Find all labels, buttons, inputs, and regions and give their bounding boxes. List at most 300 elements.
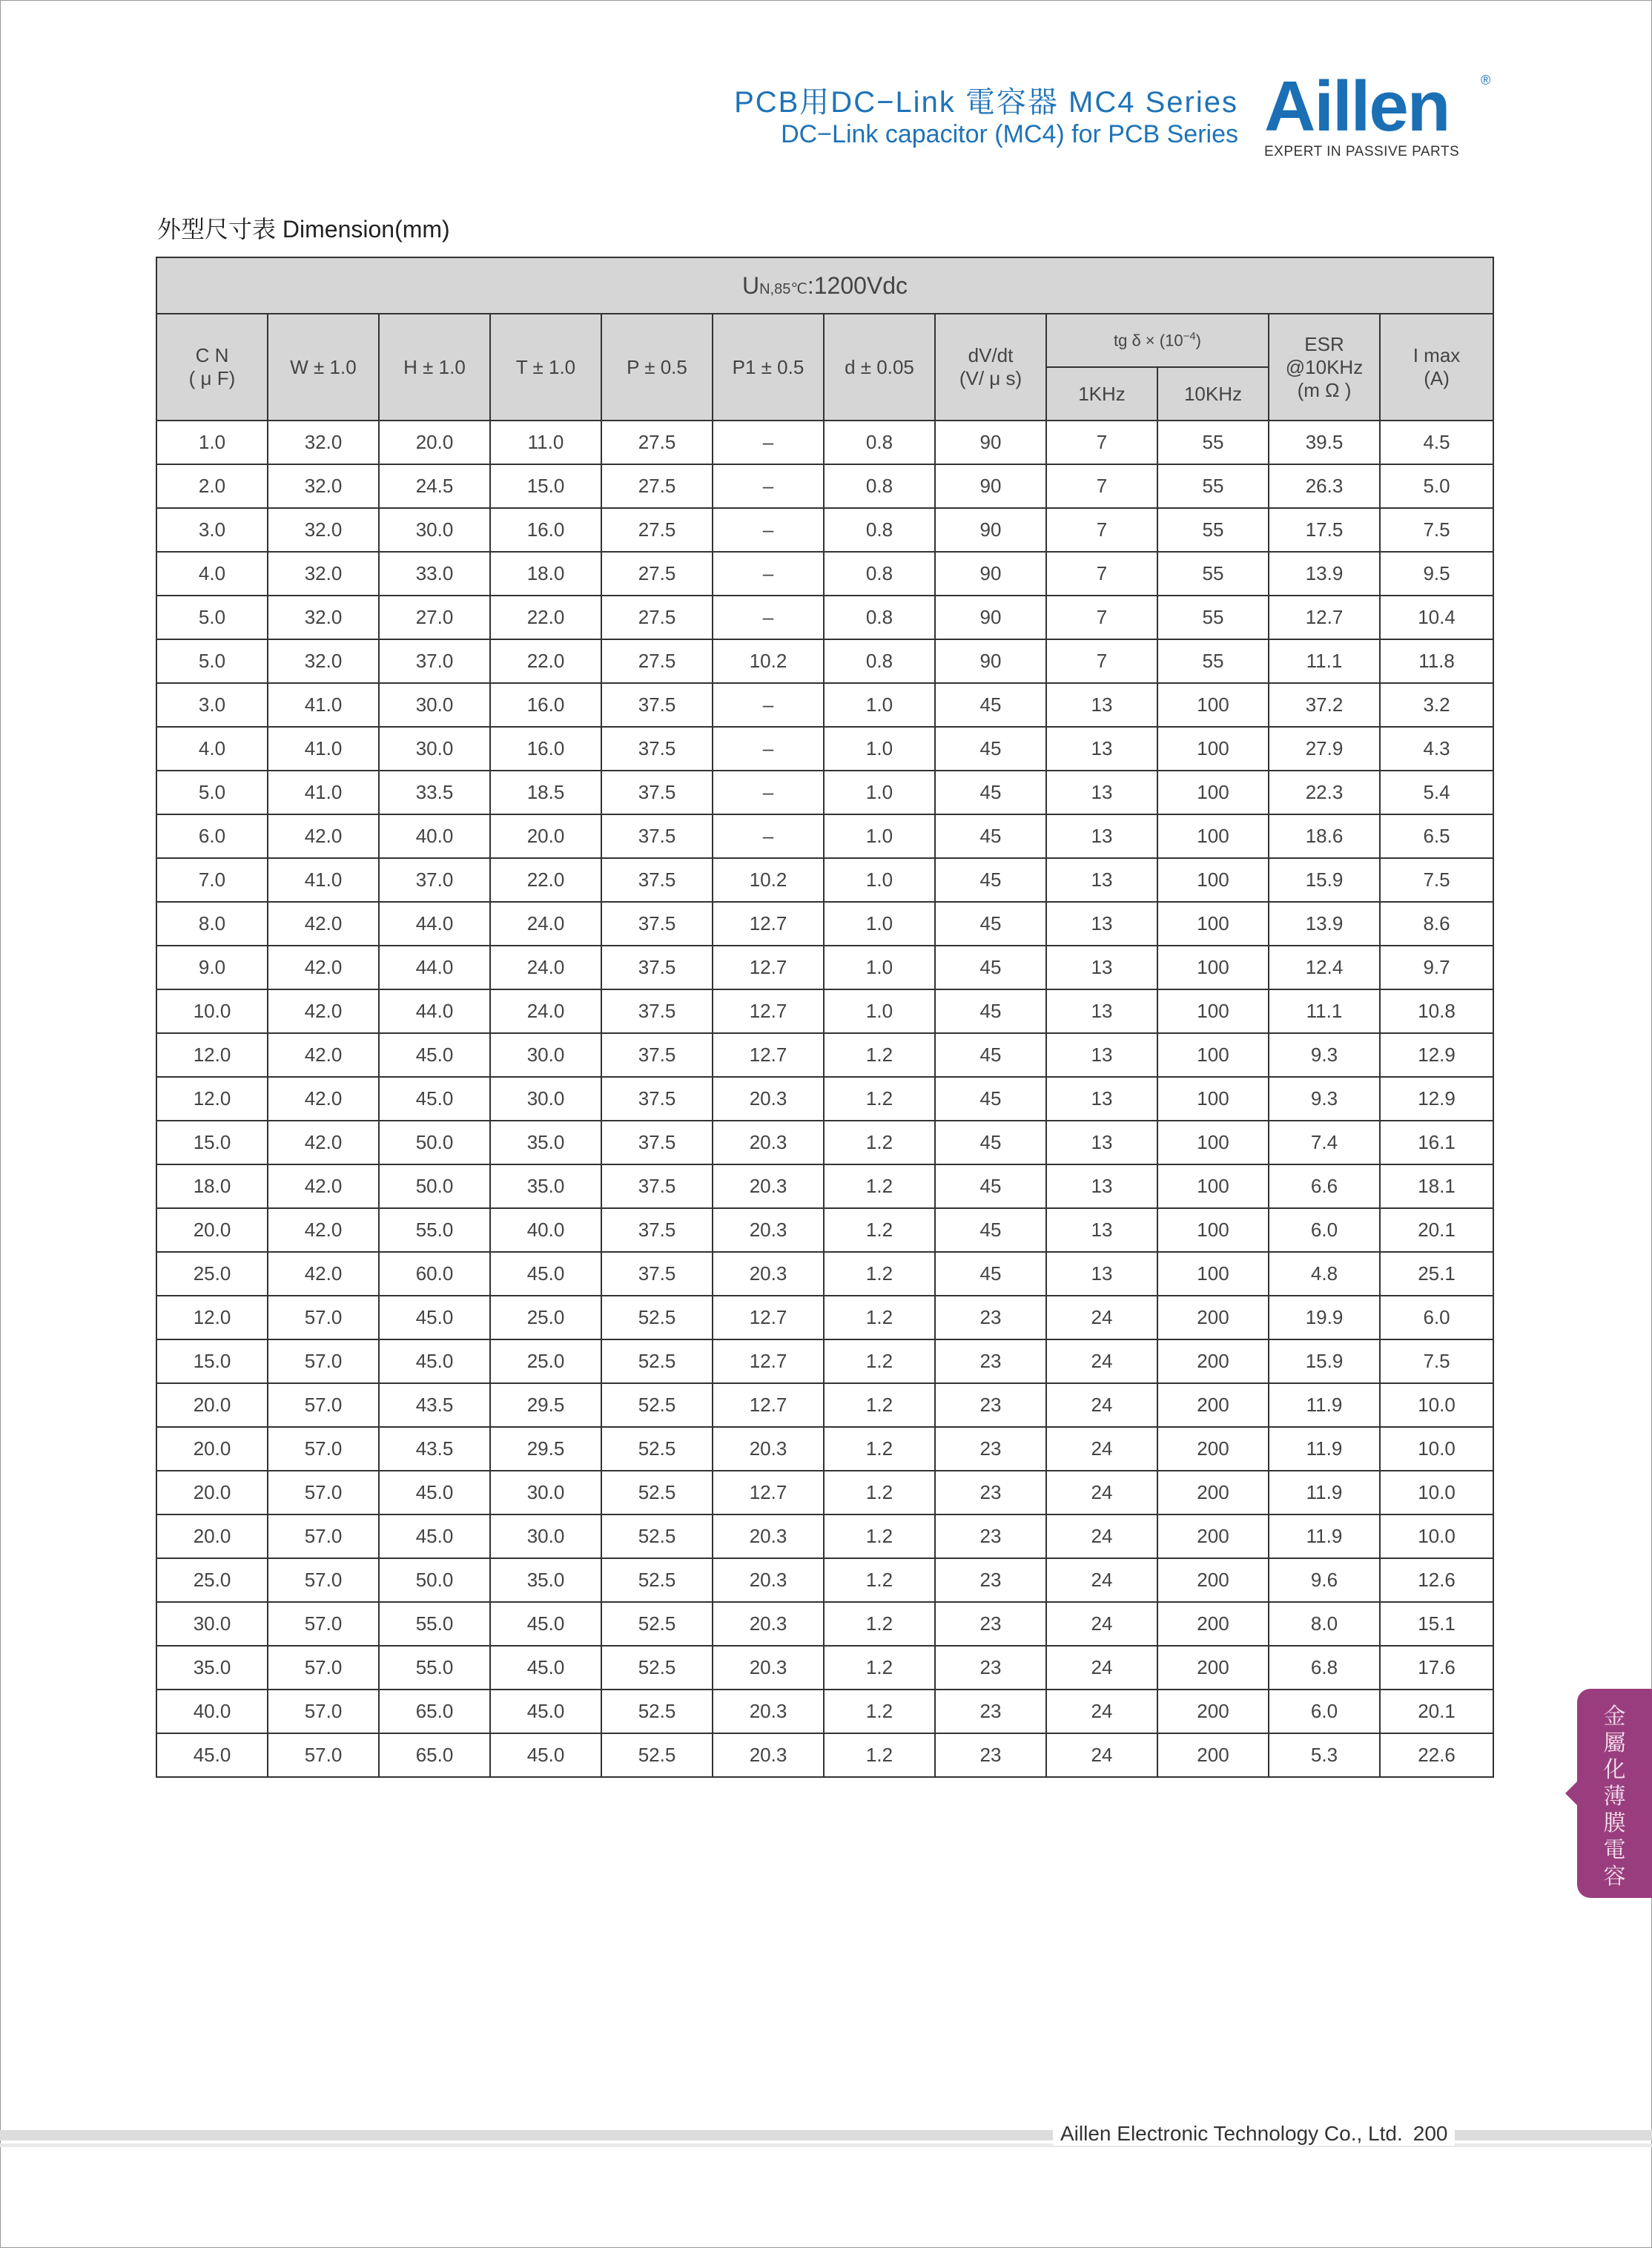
table-cell: 4.3 — [1380, 727, 1493, 771]
table-cell: 45 — [935, 1077, 1046, 1121]
table-cell: 24 — [1046, 1646, 1157, 1690]
table-cell: 55.0 — [379, 1646, 490, 1690]
table-cell: 11.8 — [1380, 639, 1493, 683]
table-cell: 42.0 — [268, 1208, 379, 1252]
logo-wordmark: Aillen — [1264, 67, 1450, 146]
table-cell: 30.0 — [490, 1471, 601, 1514]
table-cell: 23 — [935, 1690, 1046, 1733]
table-cell: 100 — [1157, 727, 1269, 771]
table-cell: 45.0 — [379, 1033, 490, 1077]
table-cell: 57.0 — [268, 1690, 379, 1733]
table-cell: 20.3 — [713, 1208, 824, 1252]
table-cell: 52.5 — [601, 1558, 713, 1602]
table-row — [156, 1514, 1493, 1558]
table-cell: 5.3 — [1269, 1733, 1380, 1777]
table-cell: 7 — [1046, 464, 1157, 508]
table-cell: 0.8 — [824, 464, 935, 508]
table-cell: 23 — [935, 1514, 1046, 1558]
table-cell: 24.0 — [490, 989, 601, 1033]
table-cell: 12.7 — [713, 1339, 824, 1383]
table-cell: – — [713, 596, 824, 639]
table-cell: 20.3 — [713, 1690, 824, 1733]
side-tab-char: 容 — [1603, 1864, 1626, 1890]
table-cell: 24 — [1046, 1733, 1157, 1777]
aillen-logo — [1264, 67, 1491, 160]
table-cell: 20.3 — [713, 1164, 824, 1208]
table-cell: 30.0 — [490, 1077, 601, 1121]
table-cell: 42.0 — [268, 814, 379, 858]
table-cell: 7 — [1046, 421, 1157, 464]
table-cell: – — [713, 814, 824, 858]
table-cell: 200 — [1157, 1690, 1269, 1733]
table-row — [156, 1208, 1493, 1252]
table-row — [156, 1733, 1493, 1777]
page-number: 200 — [1413, 2122, 1448, 2145]
table-cell: 25.1 — [1380, 1252, 1493, 1296]
table-cell: 57.0 — [268, 1602, 379, 1646]
table-cell: 45.0 — [379, 1339, 490, 1383]
table-row — [156, 596, 1493, 639]
table-cell: – — [713, 552, 824, 596]
side-tab-notch — [1565, 1781, 1577, 1805]
header-t: T ± 1.0 — [490, 314, 601, 421]
table-cell: 18.0 — [156, 1164, 268, 1208]
table-cell: 100 — [1157, 1033, 1269, 1077]
table-cell: 20.0 — [156, 1208, 268, 1252]
table-cell: 0.8 — [824, 508, 935, 552]
table-cell: 5.0 — [156, 771, 268, 814]
table-cell: 52.5 — [601, 1296, 713, 1339]
table-cell: 20.1 — [1380, 1208, 1493, 1252]
table-cell: 1.0 — [824, 683, 935, 727]
table-cell: 12.7 — [713, 1383, 824, 1427]
table-cell: 1.2 — [824, 1733, 935, 1777]
table-cell: 50.0 — [379, 1558, 490, 1602]
table-cell: 20.3 — [713, 1252, 824, 1296]
table-cell: 11.9 — [1269, 1514, 1380, 1558]
table-cell: 13 — [1046, 858, 1157, 902]
table-cell: 1.0 — [824, 727, 935, 771]
table-cell: 1.2 — [824, 1602, 935, 1646]
table-cell: 32.0 — [268, 639, 379, 683]
table-cell: 0.8 — [824, 552, 935, 596]
table-cell: 11.9 — [1269, 1383, 1380, 1427]
header-10khz: 10KHz — [1157, 367, 1269, 421]
table-cell: 4.0 — [156, 552, 268, 596]
table-cell: 13 — [1046, 989, 1157, 1033]
table-cell: 57.0 — [268, 1427, 379, 1471]
table-cell: 4.5 — [1380, 421, 1493, 464]
table-cell: 52.5 — [601, 1602, 713, 1646]
registered-mark: ® — [1481, 73, 1491, 88]
table-cell: 7.5 — [1380, 858, 1493, 902]
table-cell: 35.0 — [490, 1164, 601, 1208]
table-cell: 1.0 — [824, 814, 935, 858]
table-cell: 100 — [1157, 946, 1269, 989]
side-tab-char: 屬 — [1603, 1730, 1626, 1756]
table-row — [156, 639, 1493, 683]
table-cell: 200 — [1157, 1514, 1269, 1558]
table-cell: 43.5 — [379, 1427, 490, 1471]
title-english: DC−Link capacitor (MC4) for PCB Series — [781, 120, 1238, 148]
table-cell: 20.0 — [156, 1514, 268, 1558]
table-cell: 57.0 — [268, 1471, 379, 1514]
table-cell: 9.0 — [156, 946, 268, 989]
table-cell: 42.0 — [268, 989, 379, 1033]
table-cell: 12.4 — [1269, 946, 1380, 989]
table-cell: 1.2 — [824, 1558, 935, 1602]
table-cell: 27.5 — [601, 508, 713, 552]
table-cell: 52.5 — [601, 1427, 713, 1471]
table-cell: 1.2 — [824, 1121, 935, 1164]
header-w: W ± 1.0 — [268, 314, 379, 421]
table-cell: 27.5 — [601, 639, 713, 683]
table-cell: 13 — [1046, 902, 1157, 946]
table-cell: 100 — [1157, 858, 1269, 902]
table-body — [156, 421, 1493, 1777]
table-cell: 13 — [1046, 1164, 1157, 1208]
table-cell: 23 — [935, 1646, 1046, 1690]
table-row — [156, 1164, 1493, 1208]
table-cell: 30.0 — [156, 1602, 268, 1646]
table-cell: 11.0 — [490, 421, 601, 464]
table-cell: 13 — [1046, 1121, 1157, 1164]
header-p: P ± 0.5 — [601, 314, 713, 421]
table-cell: 37.5 — [601, 1077, 713, 1121]
table-row — [156, 1690, 1493, 1733]
table-cell: 42.0 — [268, 1077, 379, 1121]
table-cell: 100 — [1157, 771, 1269, 814]
table-cell: 1.0 — [824, 989, 935, 1033]
table-cell: 30.0 — [379, 508, 490, 552]
table-cell: 6.0 — [1269, 1208, 1380, 1252]
side-tab-char: 電 — [1603, 1837, 1626, 1863]
table-cell: 13 — [1046, 727, 1157, 771]
table-cell: 32.0 — [268, 421, 379, 464]
table-cell: 15.0 — [490, 464, 601, 508]
table-cell: 100 — [1157, 683, 1269, 727]
table-cell: 12.0 — [156, 1077, 268, 1121]
table-cell: 40.0 — [156, 1690, 268, 1733]
table-cell: 65.0 — [379, 1690, 490, 1733]
side-tab-char: 金 — [1603, 1704, 1626, 1730]
table-cell: 23 — [935, 1558, 1046, 1602]
table-cell: 42.0 — [268, 902, 379, 946]
table-row — [156, 508, 1493, 552]
table-cell: 39.5 — [1269, 421, 1380, 464]
table-cell: 33.0 — [379, 552, 490, 596]
logo-tagline: EXPERT IN PASSIVE PARTS — [1264, 144, 1460, 159]
table-cell: 60.0 — [379, 1252, 490, 1296]
table-cell: 55 — [1157, 508, 1269, 552]
table-cell: 3.0 — [156, 683, 268, 727]
table-cell: 23 — [935, 1602, 1046, 1646]
table-cell: 1.0 — [156, 421, 268, 464]
side-tab-label — [1577, 1704, 1652, 1891]
table-cell: 1.2 — [824, 1033, 935, 1077]
table-cell: 1.2 — [824, 1471, 935, 1514]
table-cell: 1.2 — [824, 1646, 935, 1690]
table-cell: 42.0 — [268, 1121, 379, 1164]
table-cell: 22.0 — [490, 596, 601, 639]
table-cell: 41.0 — [268, 858, 379, 902]
table-cell: 13 — [1046, 683, 1157, 727]
table-row — [156, 1471, 1493, 1514]
table-cell: 23 — [935, 1427, 1046, 1471]
table-cell: 45.0 — [379, 1296, 490, 1339]
table-row — [156, 683, 1493, 727]
table-cell: 7 — [1046, 552, 1157, 596]
table-cell: 10.0 — [1380, 1471, 1493, 1514]
table-cell: 10.2 — [713, 858, 824, 902]
table-cell: 12.9 — [1380, 1033, 1493, 1077]
table-cell: 22.0 — [490, 858, 601, 902]
table-cell: 12.7 — [713, 1033, 824, 1077]
table-cell: 6.8 — [1269, 1646, 1380, 1690]
table-cell: 1.2 — [824, 1427, 935, 1471]
table-cell: 45.0 — [379, 1077, 490, 1121]
table-row — [156, 1296, 1493, 1339]
table-cell: – — [713, 464, 824, 508]
table-cell: 9.3 — [1269, 1077, 1380, 1121]
table-cell: 2.0 — [156, 464, 268, 508]
table-cell: 23 — [935, 1339, 1046, 1383]
table-row — [156, 1252, 1493, 1296]
table-cell: 7 — [1046, 508, 1157, 552]
table-row — [156, 552, 1493, 596]
table-cell: 37.5 — [601, 727, 713, 771]
table-cell: 25.0 — [490, 1339, 601, 1383]
table-cell: 1.2 — [824, 1164, 935, 1208]
table-cell: 35.0 — [490, 1121, 601, 1164]
table-cell: 30.0 — [379, 683, 490, 727]
table-cell: 30.0 — [379, 727, 490, 771]
table-cell: 22.6 — [1380, 1733, 1493, 1777]
table-row — [156, 1339, 1493, 1383]
table-row — [156, 1077, 1493, 1121]
table-cell: 32.0 — [268, 508, 379, 552]
table-cell: 5.0 — [156, 596, 268, 639]
table-cell: 42.0 — [268, 1164, 379, 1208]
table-cell: 25.0 — [156, 1558, 268, 1602]
table-row — [156, 946, 1493, 989]
table-cell: 1.0 — [824, 902, 935, 946]
header-p1: P1 ± 0.5 — [713, 314, 824, 421]
title-chinese: PCB用DC−Link 電容器 MC4 Series — [734, 86, 1238, 119]
header-esr: ESR @10KHz (m Ω ) — [1269, 314, 1380, 421]
table-cell: 57.0 — [268, 1339, 379, 1383]
table-cell: 12.0 — [156, 1033, 268, 1077]
table-cell: 44.0 — [379, 989, 490, 1033]
table-cell: 6.0 — [156, 814, 268, 858]
table-cell: 5.0 — [156, 639, 268, 683]
table-cell: 45 — [935, 1252, 1046, 1296]
table-cell: 9.7 — [1380, 946, 1493, 989]
table-cell: 15.9 — [1269, 1339, 1380, 1383]
table-cell: 1.2 — [824, 1077, 935, 1121]
table-cell: 4.0 — [156, 727, 268, 771]
table-cell: 100 — [1157, 989, 1269, 1033]
table-cell: 27.0 — [379, 596, 490, 639]
table-cell: 55.0 — [379, 1208, 490, 1252]
table-cell: 22.3 — [1269, 771, 1380, 814]
table-cell: 45 — [935, 771, 1046, 814]
table-cell: 12.7 — [713, 946, 824, 989]
table-cell: 45.0 — [379, 1471, 490, 1514]
table-cell: 23 — [935, 1471, 1046, 1514]
table-cell: 24 — [1046, 1514, 1157, 1558]
table-cell: 52.5 — [601, 1471, 713, 1514]
table-cell: 12.7 — [713, 902, 824, 946]
table-cell: 19.9 — [1269, 1296, 1380, 1339]
table-cell: 1.2 — [824, 1690, 935, 1733]
table-row — [156, 1033, 1493, 1077]
table-cell: 57.0 — [268, 1646, 379, 1690]
table-cell: 24 — [1046, 1383, 1157, 1427]
table-cell: 3.0 — [156, 508, 268, 552]
table-cell: 43.5 — [379, 1383, 490, 1427]
table-cell: 33.5 — [379, 771, 490, 814]
table-row — [156, 1121, 1493, 1164]
table-cell: 35.0 — [490, 1558, 601, 1602]
header-h: H ± 1.0 — [379, 314, 490, 421]
table-cell: 6.0 — [1269, 1690, 1380, 1733]
table-cell: 13 — [1046, 814, 1157, 858]
table-cell: 55.0 — [379, 1602, 490, 1646]
table-cell: 3.2 — [1380, 683, 1493, 727]
table-cell: 37.5 — [601, 1208, 713, 1252]
table-cell: 52.5 — [601, 1339, 713, 1383]
table-cell: 27.9 — [1269, 727, 1380, 771]
table-cell: 20.0 — [156, 1471, 268, 1514]
table-cell: 12.7 — [1269, 596, 1380, 639]
table-cell: 1.2 — [824, 1296, 935, 1339]
table-cell: 7.0 — [156, 858, 268, 902]
table-cell: 45 — [935, 1033, 1046, 1077]
table-cell: 90 — [935, 508, 1046, 552]
table-cell: 52.5 — [601, 1514, 713, 1558]
table-cell: 10.8 — [1380, 989, 1493, 1033]
table-cell: 200 — [1157, 1602, 1269, 1646]
table-cell: 37.5 — [601, 814, 713, 858]
table-cell: 0.8 — [824, 596, 935, 639]
table-row — [156, 727, 1493, 771]
table-cell: 42.0 — [268, 1252, 379, 1296]
table-cell: 65.0 — [379, 1733, 490, 1777]
table-cell: 1.0 — [824, 771, 935, 814]
table-cell: 17.5 — [1269, 508, 1380, 552]
table-cell: 20.3 — [713, 1121, 824, 1164]
table-row — [156, 1558, 1493, 1602]
table-cell: 45 — [935, 989, 1046, 1033]
table-cell: 13 — [1046, 771, 1157, 814]
table-cell: 13 — [1046, 1077, 1157, 1121]
table-cell: 55 — [1157, 639, 1269, 683]
table-cell: 37.0 — [379, 639, 490, 683]
header-d: d ± 0.05 — [824, 314, 935, 421]
voltage-rating: UN,85℃:1200Vdc — [156, 257, 1493, 314]
table-cell: 37.5 — [601, 683, 713, 727]
table-cell: 45 — [935, 814, 1046, 858]
side-tab-char: 膜 — [1603, 1810, 1626, 1836]
table-row — [156, 1646, 1493, 1690]
table-row — [156, 464, 1493, 508]
table-cell: 37.5 — [601, 1164, 713, 1208]
table-cell: 20.0 — [379, 421, 490, 464]
table-cell: 23 — [935, 1296, 1046, 1339]
table-cell: 57.0 — [268, 1514, 379, 1558]
table-cell: 0.8 — [824, 639, 935, 683]
table-cell: 7 — [1046, 596, 1157, 639]
table-cell: – — [713, 727, 824, 771]
table-cell: 1.2 — [824, 1383, 935, 1427]
table-cell: 24 — [1046, 1339, 1157, 1383]
table-cell: 20.3 — [713, 1646, 824, 1690]
table-cell: 6.6 — [1269, 1164, 1380, 1208]
table-cell: 16.0 — [490, 508, 601, 552]
table-cell: 24 — [1046, 1296, 1157, 1339]
table-cell: – — [713, 771, 824, 814]
table-cell: 100 — [1157, 902, 1269, 946]
table-cell: 20.0 — [156, 1383, 268, 1427]
table-cell: 90 — [935, 596, 1046, 639]
table-cell: 22.0 — [490, 639, 601, 683]
table-cell: 18.0 — [490, 552, 601, 596]
section-title: 外型尺寸表 Dimension(mm) — [157, 216, 450, 243]
table-cell: 24 — [1046, 1427, 1157, 1471]
table-cell: 45 — [935, 946, 1046, 989]
table-cell: 6.0 — [1380, 1296, 1493, 1339]
table-cell: 37.5 — [601, 1121, 713, 1164]
table-cell: 45.0 — [490, 1602, 601, 1646]
table-row — [156, 989, 1493, 1033]
table-cell: 50.0 — [379, 1164, 490, 1208]
table-cell: 90 — [935, 639, 1046, 683]
table-cell: 10.0 — [156, 989, 268, 1033]
table-cell: 20.3 — [713, 1558, 824, 1602]
table-cell: – — [713, 508, 824, 552]
table-cell: 8.0 — [1269, 1602, 1380, 1646]
table-cell: 8.0 — [156, 902, 268, 946]
table-cell: 200 — [1157, 1646, 1269, 1690]
table-cell: 45 — [935, 902, 1046, 946]
table-cell: 12.7 — [713, 1296, 824, 1339]
table-cell: 20.0 — [156, 1427, 268, 1471]
table-cell: 37.5 — [601, 858, 713, 902]
table-cell: 18.5 — [490, 771, 601, 814]
table-cell: 12.7 — [713, 989, 824, 1033]
table-cell: 24 — [1046, 1471, 1157, 1514]
table-cell: 30.0 — [490, 1033, 601, 1077]
table-cell: 1.0 — [824, 946, 935, 989]
table-cell: 27.5 — [601, 596, 713, 639]
table-cell: 32.0 — [268, 552, 379, 596]
table-cell: 13 — [1046, 946, 1157, 989]
table-cell: 52.5 — [601, 1733, 713, 1777]
table-cell: 55 — [1157, 596, 1269, 639]
table-cell: 27.5 — [601, 552, 713, 596]
table-cell: 90 — [935, 464, 1046, 508]
table-cell: 45 — [935, 727, 1046, 771]
table-cell: 55 — [1157, 464, 1269, 508]
table-cell: 40.0 — [379, 814, 490, 858]
table-cell: 1.2 — [824, 1252, 935, 1296]
category-side-tab[interactable] — [1577, 1689, 1652, 1898]
table-cell: 29.5 — [490, 1427, 601, 1471]
table-cell: 20.3 — [713, 1602, 824, 1646]
table-cell: 20.1 — [1380, 1690, 1493, 1733]
table-cell: 57.0 — [268, 1558, 379, 1602]
